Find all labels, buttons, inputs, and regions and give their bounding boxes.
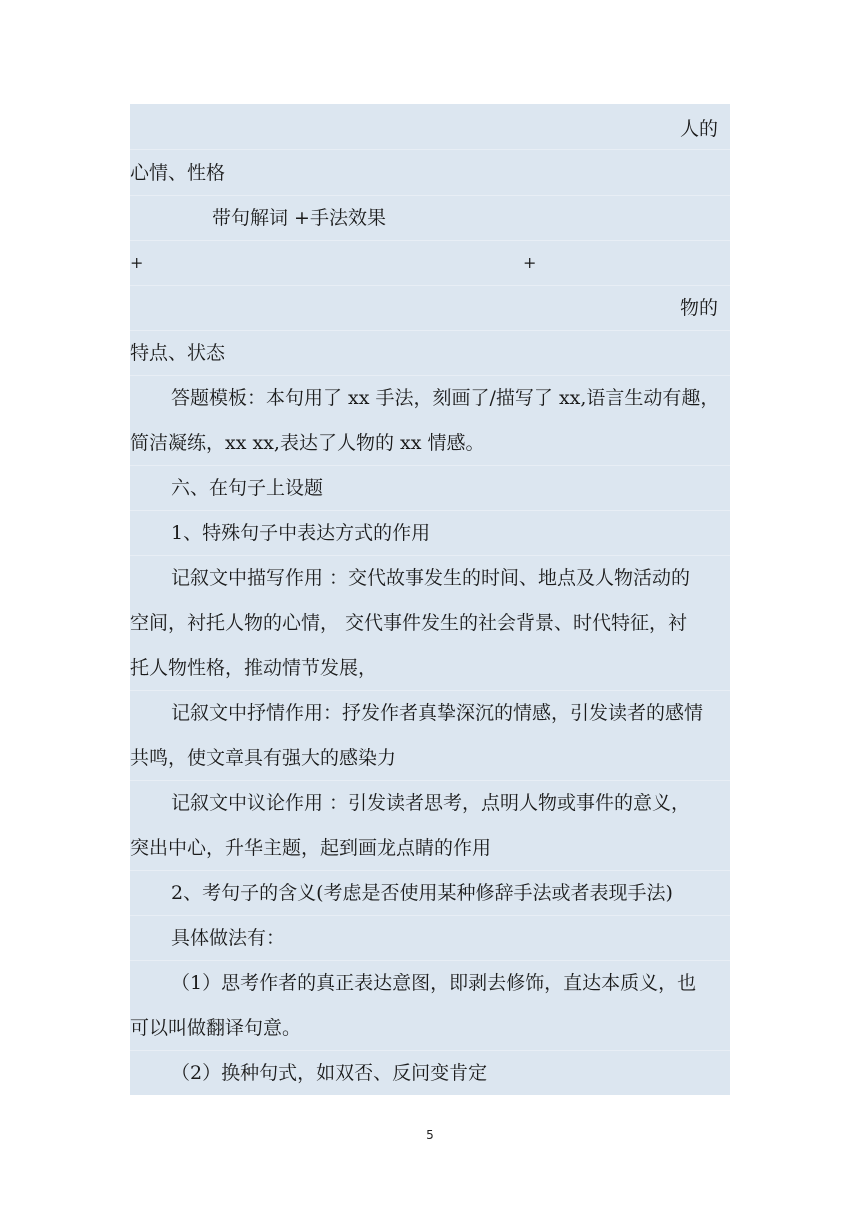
row-divider <box>130 690 730 691</box>
text-line: （1）思考作者的真正表达意图，即剥去修饰，直达本质义，也 <box>171 972 697 994</box>
text-line: 记叙文中描写作用 ：交代故事发生的时间、地点及人物活动的 <box>171 567 691 589</box>
text-line: 简洁凝练，xx xx,表达了人物的 xx 情感。 <box>130 432 485 454</box>
row-divider <box>130 915 730 916</box>
row-divider <box>130 780 730 781</box>
text-line: 答题模板：本句用了 xx 手法，刻画了/描写了 xx,语言生动有趣， <box>171 387 720 409</box>
text-line: 可以叫做翻译句意。 <box>130 1017 302 1039</box>
row-divider <box>130 870 730 871</box>
text-line: 共鸣，使文章具有强大的感染力 <box>130 747 397 769</box>
row-divider <box>130 510 730 511</box>
subsection-heading: 2、考句子的含义(考虑是否使用某种修辞手法或者表现手法) <box>171 882 673 904</box>
text-line: 物的 <box>679 297 718 319</box>
row-divider <box>130 1050 730 1051</box>
text-line: 特点、状态 <box>130 342 226 364</box>
row-divider <box>130 240 730 241</box>
text-line: 空间，衬托人物的心情， 交代事件发生的社会背景、时代特征，衬 <box>130 612 688 634</box>
text-line: 托人物性格，推动情节发展， <box>130 657 378 679</box>
row-divider <box>130 960 730 961</box>
text-line: 突出中心，升华主题，起到画龙点睛的作用 <box>130 837 492 859</box>
row-divider <box>130 330 730 331</box>
text-line: 人的 <box>679 118 718 140</box>
row-divider <box>130 555 730 556</box>
section-heading: 六、在句子上设题 <box>171 477 324 499</box>
row-divider <box>130 149 730 150</box>
plus-sign: + <box>130 253 144 272</box>
plus-sign: + <box>523 253 537 272</box>
text-line: （2）换种句式，如双否、反问变肯定 <box>171 1062 488 1084</box>
row-divider <box>130 375 730 376</box>
page-number: 5 <box>426 1128 434 1142</box>
row-divider <box>130 195 730 196</box>
subsection-heading: 1、特殊句子中表达方式的作用 <box>171 522 431 544</box>
text-line: 记叙文中议论作用 ：引发读者思考，点明人物或事件的意义， <box>171 792 691 814</box>
text-line: 记叙文中抒情作用：抒发作者真挚深沉的情感，引发读者的感情 <box>171 702 704 724</box>
text-line: 具体做法有： <box>171 927 286 949</box>
text-line: 带句解词 +手法效果 <box>212 207 386 229</box>
row-divider <box>130 285 730 286</box>
text-line: 心情、性格 <box>130 162 226 184</box>
row-divider <box>130 465 730 466</box>
